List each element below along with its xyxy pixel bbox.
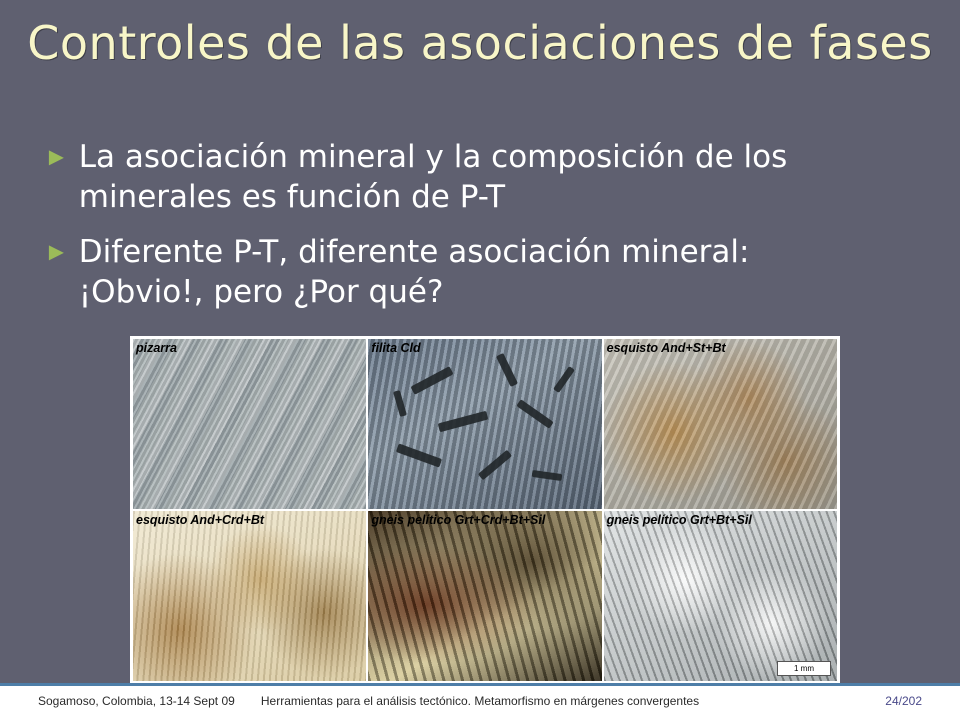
mineral-blade — [396, 444, 442, 468]
mineral-blade — [531, 470, 562, 481]
mineral-blade — [553, 366, 575, 393]
photo-label: esquisto And+Crd+Bt — [136, 513, 265, 527]
bullet-list — [44, 138, 924, 329]
mineral-blade — [393, 390, 407, 417]
photo-label: filita Cld — [371, 341, 421, 355]
list-item — [44, 233, 924, 312]
bullet-marker-icon: ► — [44, 143, 69, 171]
bullet-text: Diferente P-T, diferente asociación mineral: ¡Obvio!, pero ¿Por qué? — [78, 234, 750, 311]
photomicrograph-grid — [130, 336, 840, 684]
slide-number: 24/202 — [885, 694, 922, 708]
mineral-blade — [517, 400, 554, 429]
page-title: Controles de las asociaciones de fases — [27, 16, 933, 70]
photo-filita-cld — [368, 339, 601, 509]
footer-course-title: Herramientas para el análisis tectónico. Metamorfismo en márgenes convergentes — [260, 694, 700, 708]
photo-label: gneis pelítico Grt+Crd+Bt+Sil — [371, 513, 546, 527]
photo-label: esquisto And+St+Bt — [606, 341, 726, 355]
photo-gneis-grt-bt-sil — [604, 511, 837, 681]
mineral-blade — [478, 450, 512, 481]
photo-label: gneis pelítico Grt+Bt+Sil — [606, 513, 752, 527]
mineral-blade — [411, 367, 454, 396]
slide-footer — [0, 683, 960, 720]
bullet-text: La asociación mineral y la composición de los minerales es función de P-T — [78, 139, 788, 215]
list-item — [44, 138, 924, 217]
photo-label: pizarra — [136, 341, 177, 355]
photo-esquisto-and-crd-bt — [133, 511, 366, 681]
mineral-blade — [438, 411, 489, 433]
photo-esquisto-and-st-bt — [604, 339, 837, 509]
scale-bar: 1 mm — [777, 661, 831, 676]
photo-gneis-grt-crd-bt-sil — [368, 511, 601, 681]
footer-event-info: Sogamoso, Colombia, 13-14 Sept 09 — [38, 694, 235, 708]
mineral-blade — [496, 353, 518, 387]
photo-pizarra — [133, 339, 366, 509]
bullet-marker-icon: ► — [44, 238, 69, 267]
